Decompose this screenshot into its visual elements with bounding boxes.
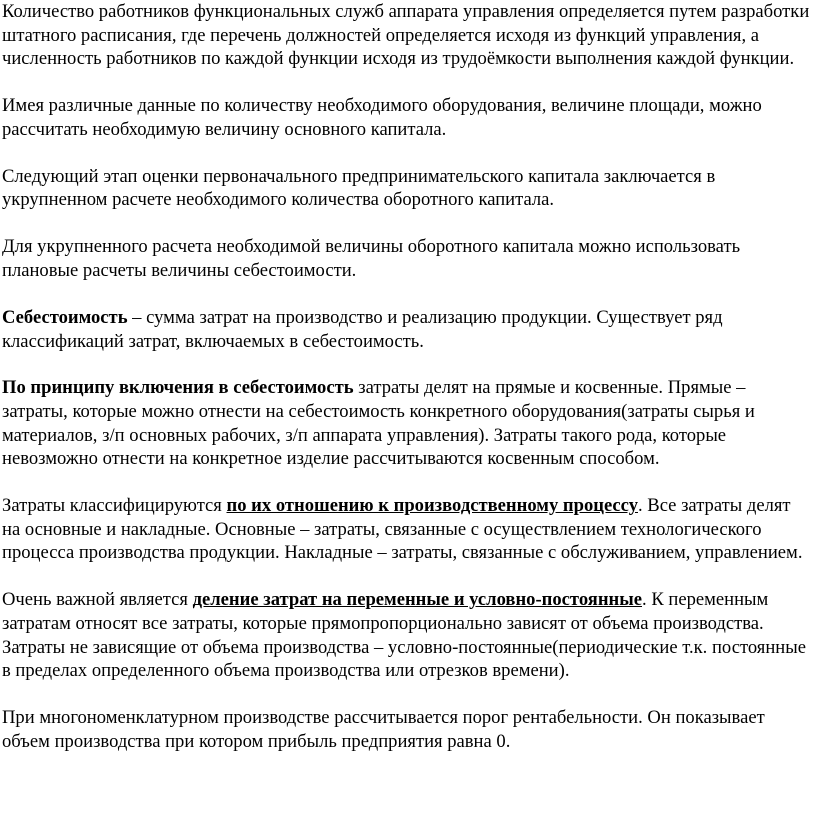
paragraph-variable-fixed: [2, 588, 812, 682]
paragraph-production-process: [2, 494, 812, 565]
paragraph-text: Количество работников функциональных служб аппарата управления определяется путем разработки штатного расписания, где перечень должностей определяется исходя из функций управления, а численность работников по каждой функции исходя из трудоёмкости выполнения каждой функции.: [2, 1, 810, 70]
paragraph-text: Следующий этап оценки первоначального предпринимательского капитала заключается в укрупненном расчете необходимого количества оборотного капитала.: [2, 165, 716, 211]
term-production-process: [227, 495, 639, 516]
paragraph-text: При многономенклатурном производстве рассчитывается порог рентабельности. Он показывает объем производства при котором прибыль предприятия равна 0.: [2, 707, 765, 752]
paragraph-text: . Все затраты делят на основные и накладные. Основные – затраты, связанные с осуществлением технологического процесса производства продукции. Накладные – затраты, связанные с обслуживанием, управлением.: [2, 495, 803, 564]
term-inclusion-principle: По принципу включения в себестоимость: [2, 377, 354, 399]
paragraph-text: – сумма затрат на производство и реализацию продукции. Существует ряд классификаций затрат, включаемых в себестоимость.: [2, 306, 723, 352]
paragraph-inclusion-principle: [2, 376, 812, 470]
term-production-process-underline: по их отношению к производственному процессу: [226, 495, 638, 517]
paragraph-break-even: [2, 706, 812, 753]
paragraph-text: Затраты классифицируются: [2, 495, 227, 517]
term-variable-fixed: [193, 589, 642, 610]
paragraph-cost-planning: [2, 235, 812, 282]
term-cost: Себестоимость: [2, 306, 128, 328]
term-variable-fixed-underline: деление затрат на переменные и условно-постоянные: [192, 589, 643, 611]
paragraph-cost-definition: [2, 306, 812, 353]
paragraph-staff-count: [2, 0, 812, 71]
paragraph-fixed-capital: [2, 94, 812, 141]
paragraph-working-capital: [2, 165, 812, 212]
paragraph-text: . К переменным затратам относят все затраты, которые прямопропорционально зависят от объема производства. Затраты не зависящие от объема производства – условно-постоянные(периодические т.к. постоянные в пределах определенного объема производства или отрезков времени).: [2, 589, 806, 682]
paragraph-text: Очень важной является: [2, 589, 193, 611]
paragraph-text: Для укрупненного расчета необходимой величины оборотного капитала можно использовать плановые расчеты величины себестоимости.: [2, 236, 741, 281]
paragraph-text: затраты делят на прямые и косвенные. Прямые – затраты, которые можно отнести на себестоимость конкретного оборудования(затраты сырья и материалов, з/п основных рабочих, з/п аппарата управления). Затраты такого рода, которые невозможно отнести на конкретное изделие рассчитываются косвенным способом.: [2, 377, 755, 470]
paragraph-text: Имея различные данные по количеству необходимого оборудования, величине площади, можно рассчитать необходимую величину основного капитала.: [2, 95, 762, 140]
